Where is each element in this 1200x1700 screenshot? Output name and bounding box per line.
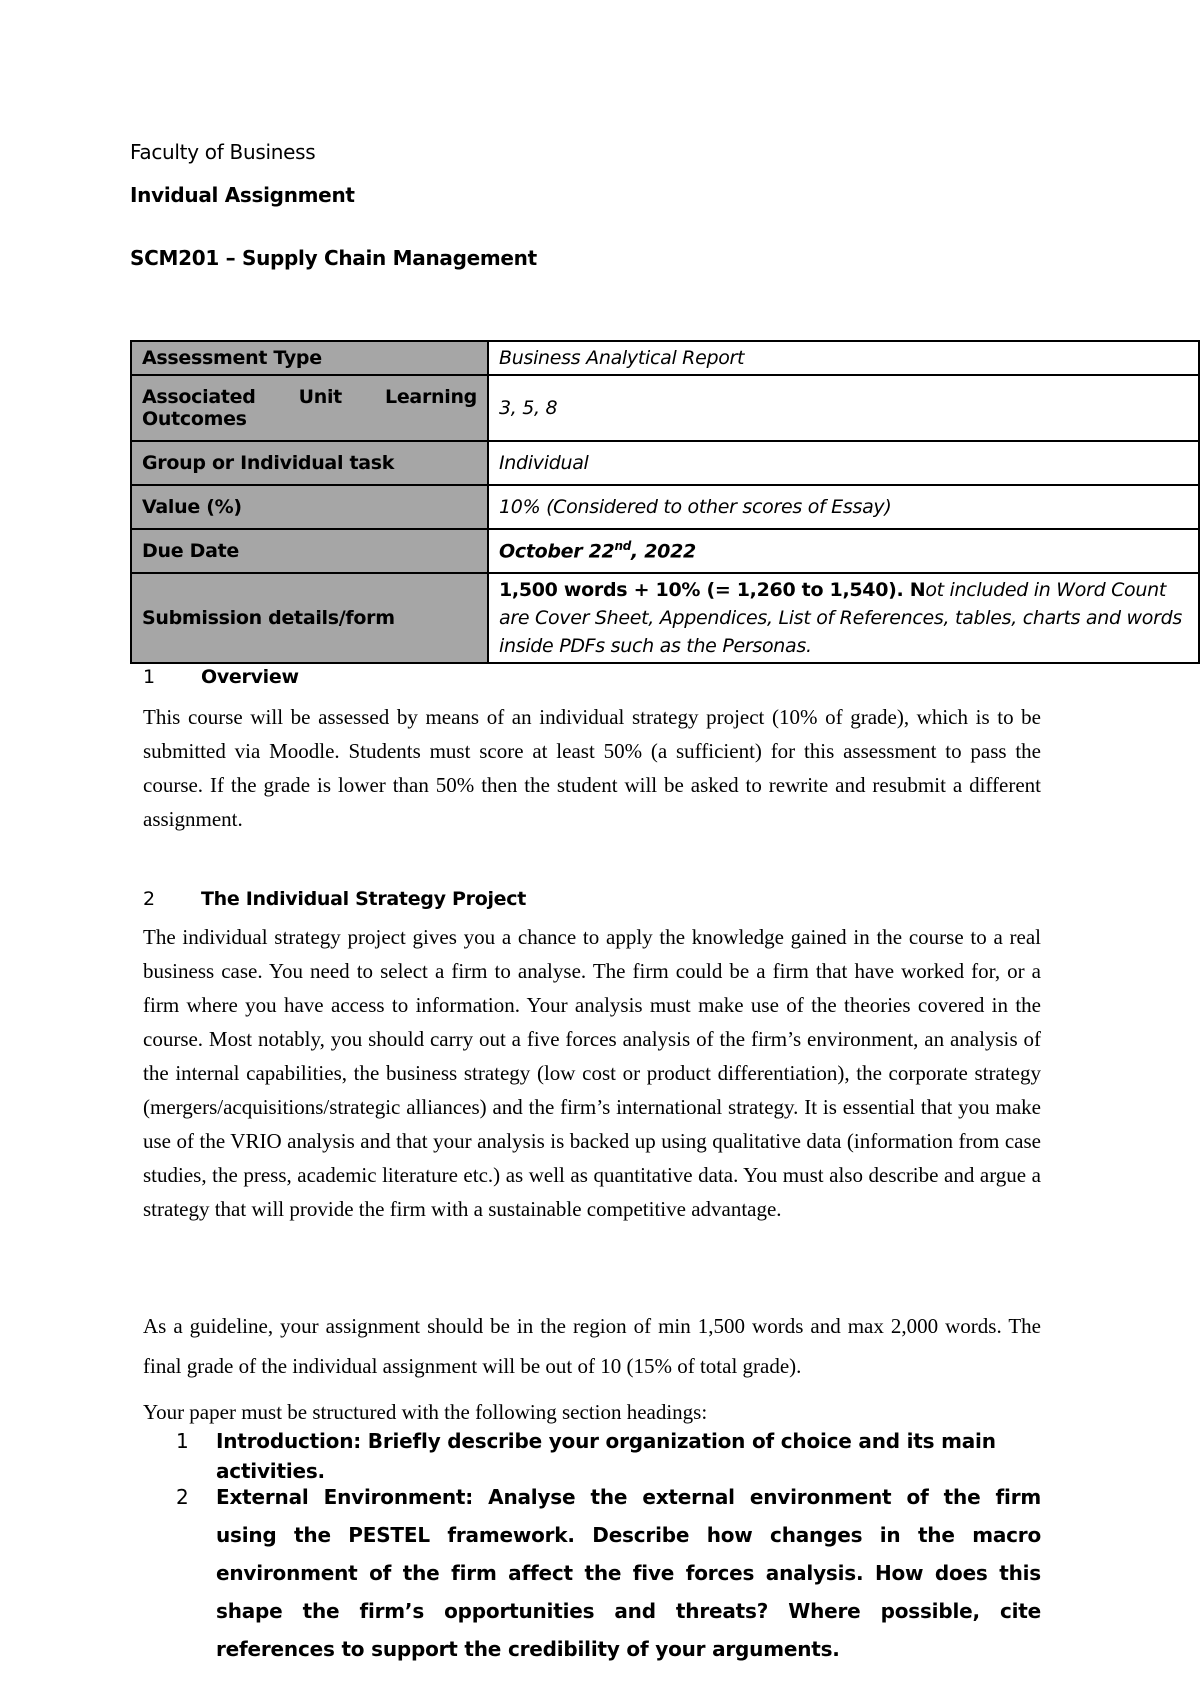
guideline-paragraph: As a guideline, your assignment should be in the region of min 1,500 words and max 2,000 words. The final grade of the individual assignment will be out of 10 (15% of total grade). xyxy=(143,1314,1041,1378)
key-word: Outcomes xyxy=(142,408,247,430)
learning-outcomes-value: 3, 5, 8 xyxy=(488,375,1199,441)
table-row xyxy=(131,441,1199,485)
overview-paragraph: This course will be assessed by means of an individual strategy project (10% of grade), which is to be submitted via Moodle. Students must score at least 50% (a sufficient) for this assessment to pass the course. If the grade is lower than 50% then the student will be asked to rewrite and resubmit a different assignment. xyxy=(143,705,1041,831)
section-title: The Individual Strategy Project xyxy=(201,888,526,910)
strategy-project-paragraph: The individual strategy project gives you a chance to apply the knowledge gained in the course to a real business case. You need to select a firm to analyse. The firm could be a firm that have worked for, or a firm where you have access to information. Your analysis must make use of the theories covered in the course. Most notably, you should carry out a five forces analysis of the firm’s environment, an analysis of the internal capabilities, the business strategy (low cost or product differentiation), the corporate strategy (mergers/acquisitions/strategic alliances) and the firm’s international strategy. It is essential that you make use of the VRIO analysis and that your analysis is backed up using qualitative data (information from case studies, the press, academic literature etc.) as well as quantitative data. You must also describe and argue a strategy that will provide the firm with a sustainable competitive advantage. xyxy=(143,925,1041,1221)
faculty-label: Faculty of Business xyxy=(130,140,316,164)
submission-details-value xyxy=(488,573,1199,663)
table-row xyxy=(131,485,1199,529)
list-item-text: External Environment: Analyse the external environment of the firm using the PESTEL framework. Describe how changes in the macro environment of the firm affect the five forces analysis. How does this shape the firm’s opportunities and threats? Where possible, cite references to support the credibility of your arguments. xyxy=(216,1485,1041,1661)
section-number: 1 xyxy=(143,666,155,688)
assignment-type-label: Invidual Assignment xyxy=(130,183,355,207)
value-percent-key: Value (%) xyxy=(131,485,488,529)
due-date-value xyxy=(488,529,1199,573)
structure-intro: Your paper must be structured with the following section headings: xyxy=(143,1400,708,1424)
learning-outcomes-key xyxy=(131,375,488,441)
list-item-text: Introduction: Briefly describe your organization of choice and its main activities. xyxy=(216,1429,996,1483)
due-date-key: Due Date xyxy=(131,529,488,573)
assessment-type-key: Assessment Type xyxy=(131,341,488,375)
key-word: Associated xyxy=(142,386,256,408)
table-row xyxy=(131,375,1199,441)
due-date-tail: , 2022 xyxy=(631,540,696,563)
list-number: 1 xyxy=(176,1429,189,1453)
submission-details-key: Submission details/form xyxy=(131,573,488,663)
task-type-value: Individual xyxy=(488,441,1199,485)
heading-list-item xyxy=(176,1426,1041,1486)
list-number: 2 xyxy=(176,1485,189,1509)
key-word: Unit xyxy=(298,386,342,408)
assessment-type-value: Business Analytical Report xyxy=(488,341,1199,375)
due-date-main: October 22 xyxy=(499,540,615,563)
value-percent-value: 10% (Considered to other scores of Essay) xyxy=(488,485,1199,529)
table-row xyxy=(131,529,1199,573)
word-count-exclusions: ot included in Word Count are Cover Sheet, Appendices, List of References, tables, charts and words inside PDFs such as the Personas. xyxy=(499,579,1182,657)
heading-list-item xyxy=(176,1478,1041,1668)
table-row xyxy=(131,341,1199,375)
assessment-table xyxy=(130,340,1200,664)
section-heading-overview xyxy=(143,666,299,688)
section-heading-strategy-project xyxy=(143,888,526,910)
key-word: Learning xyxy=(385,386,477,408)
section-number: 2 xyxy=(143,888,155,910)
table-row xyxy=(131,573,1199,663)
course-title: SCM201 – Supply Chain Management xyxy=(130,246,537,270)
due-date-suffix: nd xyxy=(614,539,632,554)
task-type-key: Group or Individual task xyxy=(131,441,488,485)
word-count-rule: 1,500 words + 10% (= 1,260 to 1,540). N xyxy=(499,579,926,601)
section-title: Overview xyxy=(201,666,299,688)
